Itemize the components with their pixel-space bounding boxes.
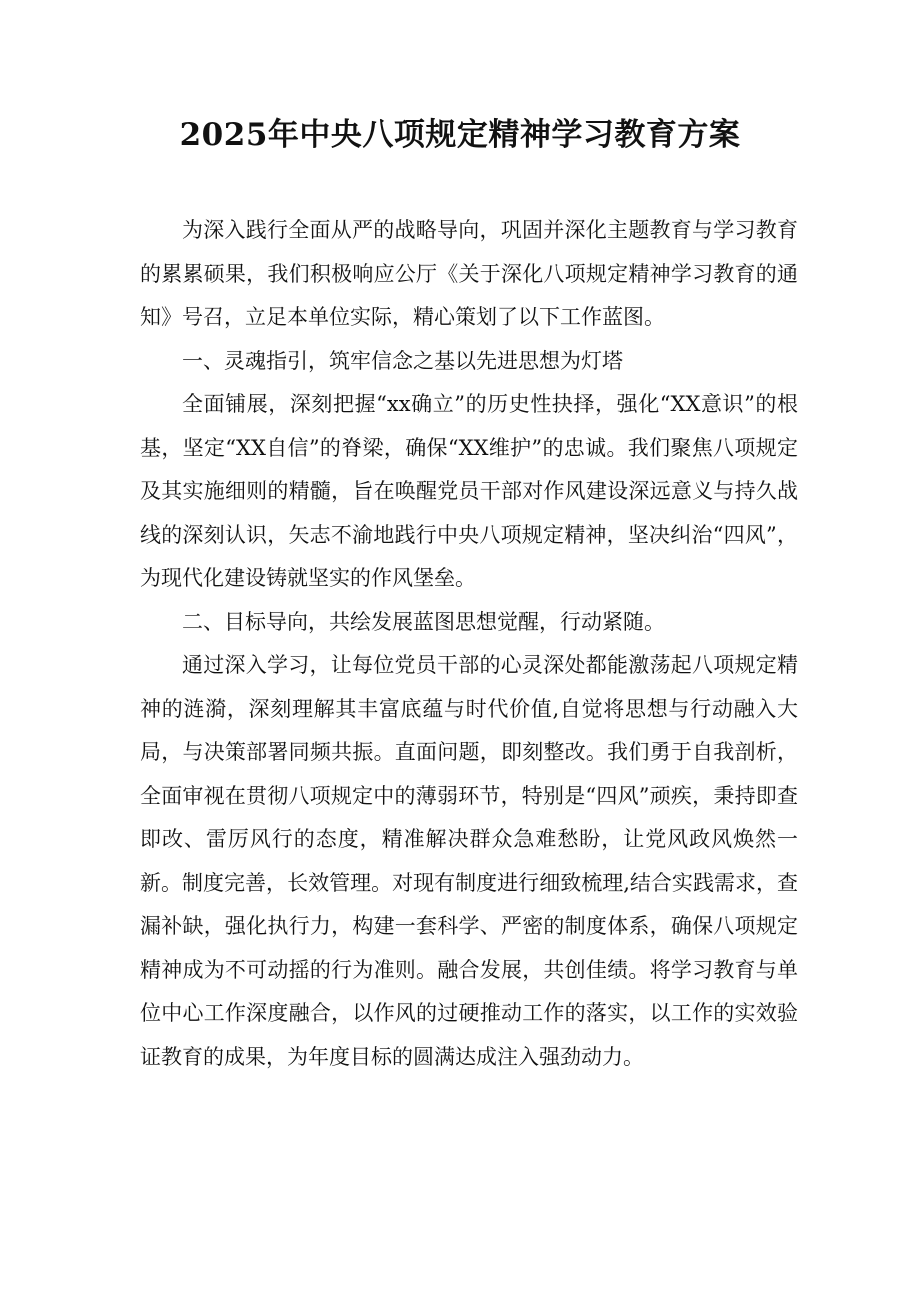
document-title: 2025年中央八项规定精神学习教育方案 <box>179 117 741 153</box>
document-body <box>140 209 798 1079</box>
intro-paragraph: 为深入践行全面从严的战略导向，巩固并深化主题教育与学习教育的累累硕果，我们积极响应公厅《关于深化八项规定精神学习教育的通知》号召，立足本单位实际，精心策划了以下工作蓝图。 <box>140 218 798 329</box>
section-2-paragraph: 通过深入学习，让每位党员干部的心灵深处都能激荡起八项规定精神的涟漪，深刻理解其丰富底蕴与时代价值,自觉将思想与行动融入大局，与决策部署同频共振。直面问题，即刻整改。我们勇于自我剖析，全面审视在贯彻八项规定中的薄弱环节，特别是“四风”顽疾，秉持即查即改、雷厉风行的态度，精准解决群众急难愁盼，让党风政风焕然一新。制度完善，长效管理。对现有制度进行细致梳理,结合实践需求，查漏补缺，强化执行力，构建一套科学、严密的制度体系，确保八项规定精神成为不可动摇的行为准则。融合发展，共创佳绩。将学习教育与单位中心工作深度融合，以作风的过硬推动工作的落实，以工作的实效验证教育的成果，为年度目标的圆满达成注入强劲动力。 <box>140 653 798 1069</box>
section-heading-1: 一、灵魂指引，筑牢信念之基以先进思想为灯塔 <box>182 348 623 373</box>
section-heading-2: 二、目标导向，共绘发展蓝图思想觉醒，行动紧随。 <box>182 609 665 634</box>
section-1-paragraph: 全面铺展，深刻把握“xx确立”的历史性抉择，强化“XX意识”的根基，坚定“XX自信”的脊梁，确保“XX维护”的忠诚。我们聚焦八项规定及其实施细则的精髓，旨在唤醒党员干部对作风建设深远意义与持久战线的深刻认识，矢志不渝地践行中央八项规定精神，坚决纠治“四风”，为现代化建设铸就坚实的作风堡垒。 <box>140 392 798 590</box>
